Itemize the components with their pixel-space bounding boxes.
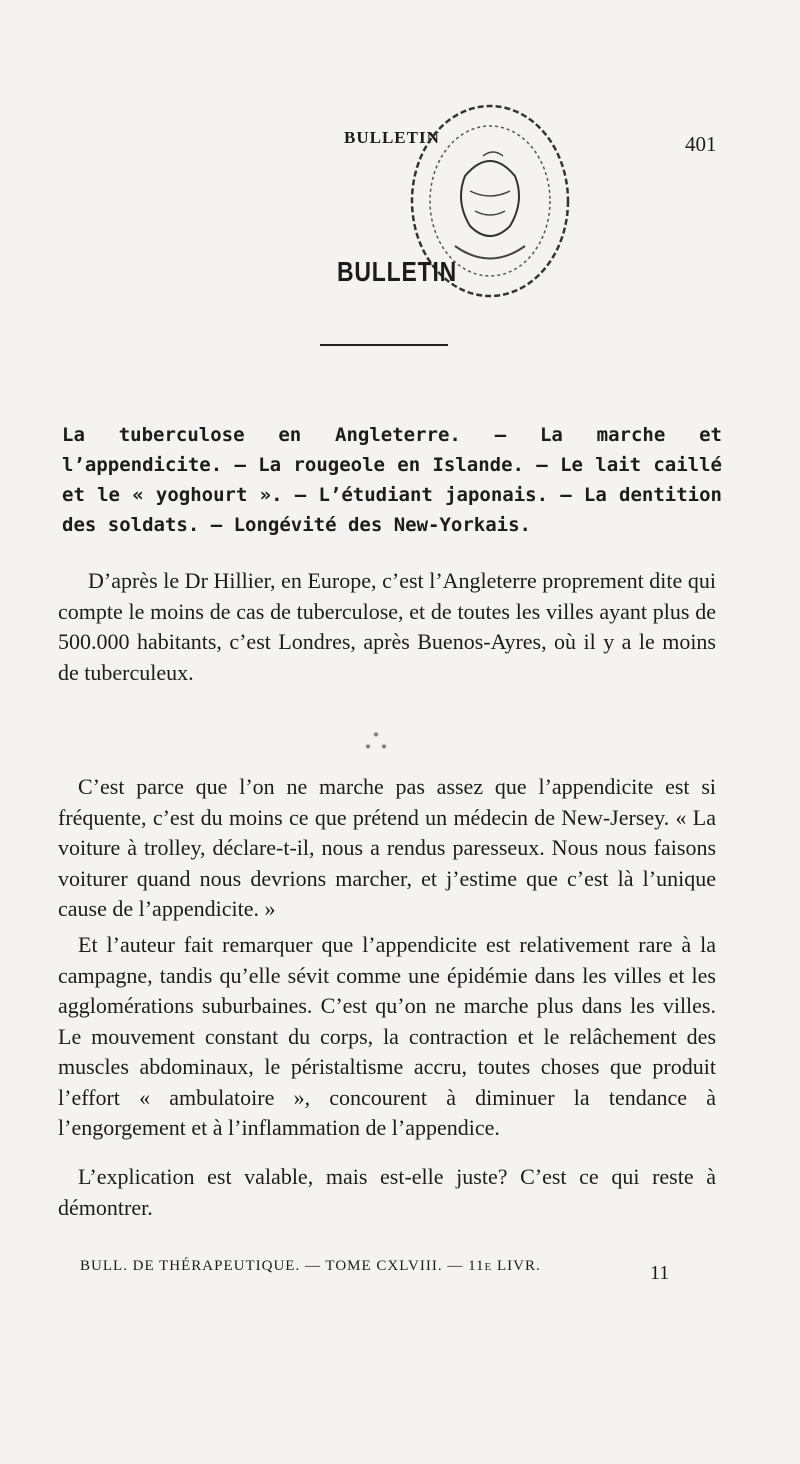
running-head: BULLETIN [344,128,440,147]
paragraph-appendicitis-cities: Et l’auteur fait remarquer que l’appendicite est relativement rare à la campagne, tandis qu’elle sévit comme une épidémie dans les villes et les agglomérations suburbaines. C’est qu’on ne marche plus dans les villes. Le mouvement constant du corps, la contraction et le relâchement des muscles abdominaux, le péristaltisme accru, toutes choses que produit l’effort « ambulatoire », concourent à diminuer la tendance à l’engorgement et à l’inflammation de l’appendice. [58,932,716,1140]
paragraph-explanation: L’explication est valable, mais est-elle juste? C’est ce qui reste à démontrer. [58,1164,716,1220]
footer-publication-line: BULL. DE THÉRAPEUTIQUE. — TOME CXLVIII. — 11e LIVR. [80,1258,541,1274]
section-title: BULLETIN [337,256,458,287]
asterism-icon [360,730,392,756]
paragraph-tuberculosis: D’après le Dr Hillier, en Europe, c’est l’Angleterre proprement dite qui compte le moins de cas de tuberculose, et de toutes les villes ayant plus de 500.000 habitants, c’est Londres, après Buenos-Ayres, où il y a le moins de tuberculeux. [58,568,716,685]
footer-signature-number: 11 [650,1262,670,1284]
page-number: 401 [685,132,717,156]
svg-text:*: * [365,742,371,755]
title-rule [320,344,448,346]
paragraph-appendicitis-walking: C’est parce que l’on ne marche pas assez que l’appendicite est si fréquente, c’est du moins ce que prétend un médecin de New-Jersey. « La voiture à trolley, déclare-t-il, nous a rendus paresseux. Nous nous faisons voiturer quand nous devrions marcher, et j’estime que c’est là l’unique cause de l’appendicite. » [58,774,716,921]
svg-text:*: * [373,730,379,743]
svg-text:*: * [381,742,387,755]
article-summary: La tuberculose en Angleterre. — La marche et l’appendicite. — La rougeole en Islande. — Le lait caillé et le « yoghourt ». — L’étudiant japonais. — La dentition des soldats. — Longévité des New-Yorkais. [62,424,722,536]
